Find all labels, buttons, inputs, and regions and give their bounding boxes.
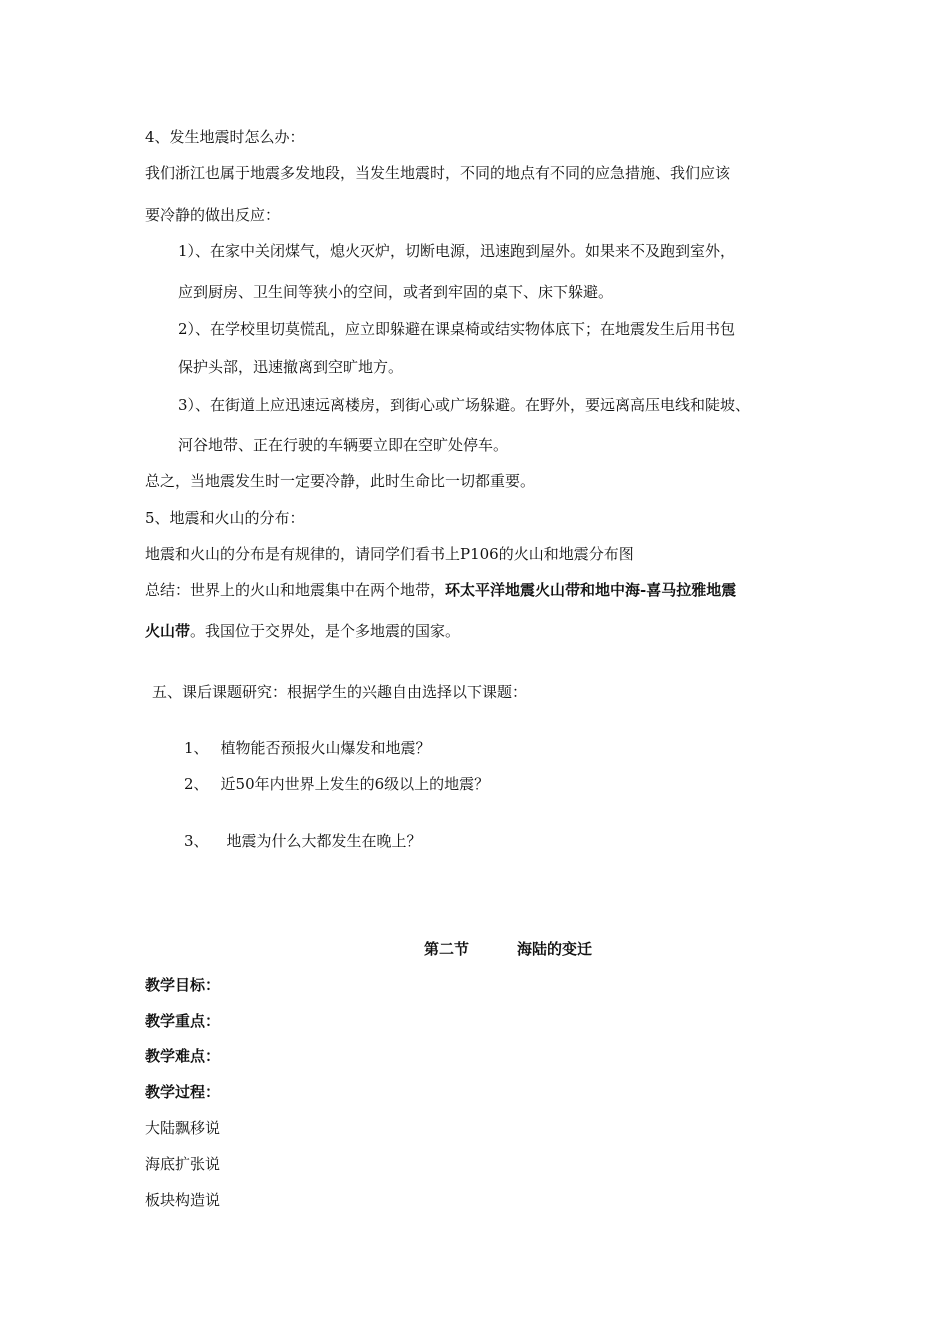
conclusion-bold-2: 火山带 — [145, 622, 191, 640]
conclusion-suffix: 。我国位于交界处，是个多地震的国家。 — [190, 622, 461, 640]
topic-2-num: 2、 — [184, 775, 209, 793]
difficulties-label: 教学难点： — [145, 1047, 221, 1065]
research-heading: 五、课后课题研究：根据学生的兴趣自由选择以下课题： — [152, 683, 528, 701]
measure-3-line-2: 河谷地带、正在行驶的车辆要立即在空旷处停车。 — [178, 436, 509, 454]
topic-2 — [184, 774, 489, 794]
topic-3 — [184, 831, 422, 851]
topic-3-text: 地震为什么大都发生在晚上？ — [226, 832, 422, 850]
conclusion-prefix: 总结：世界上的火山和地震集中在两个地带， — [145, 581, 446, 599]
measure-1-line-1: 1）、在家中关闭煤气，熄火灭炉，切断电源，迅速跑到屋外。如果来不及跑到室外， — [178, 242, 736, 260]
heading-4: 4、发生地震时怎么办： — [145, 128, 305, 146]
theory-continental-drift: 大陆飘移说 — [145, 1119, 221, 1137]
measure-2-line-2: 保护头部，迅速撤离到空旷地方。 — [178, 358, 404, 376]
measure-2-line-1: 2）、在学校里切莫慌乱，应立即躲避在课桌椅或结实物体底下；在地震发生后用书包 — [178, 320, 736, 338]
topic-2-text: 近50年内世界上发生的6级以上的地震？ — [220, 775, 490, 793]
distribution-text: 地震和火山的分布是有规律的，请同学们看书上P106的火山和地震分布图 — [145, 545, 634, 563]
topic-1 — [184, 738, 431, 758]
conclusion-bold-1: 环太平洋地震火山带和地中海-喜马拉雅地震 — [445, 581, 737, 599]
topic-1-text: 植物能否预报火山爆发和地震？ — [220, 739, 431, 757]
intro-line-2: 要冷静的做出反应： — [145, 206, 281, 224]
section-number: 第二节 — [424, 940, 470, 958]
section-name: 海陆的变迁 — [517, 940, 593, 958]
intro-line-1: 我们浙江也属于地震多发地段，当发生地震时，不同的地点有不同的应急措施、我们应该 — [145, 164, 731, 182]
theory-plate-tectonics: 板块构造说 — [145, 1191, 221, 1209]
summary: 总之，当地震发生时一定要冷静，此时生命比一切都重要。 — [145, 472, 536, 490]
section-title — [424, 939, 592, 959]
heading-5: 5、地震和火山的分布： — [145, 509, 305, 527]
theory-seafloor-spreading: 海底扩张说 — [145, 1155, 221, 1173]
measure-3-line-1: 3）、在街道上应迅速远离楼房，到街心或广场躲避。在野外，要远离高压电线和陡坡、 — [178, 396, 751, 414]
key-points-label: 教学重点： — [145, 1012, 221, 1030]
topic-3-num: 3、 — [184, 832, 209, 850]
conclusion-line-1 — [145, 580, 736, 600]
topic-1-num: 1、 — [184, 739, 209, 757]
measure-1-line-2: 应到厨房、卫生间等狭小的空间，或者到牢固的桌下、床下躲避。 — [178, 283, 614, 301]
process-label: 教学过程： — [145, 1083, 221, 1101]
teaching-goals-label: 教学目标： — [145, 976, 221, 994]
conclusion-line-2 — [145, 621, 460, 641]
